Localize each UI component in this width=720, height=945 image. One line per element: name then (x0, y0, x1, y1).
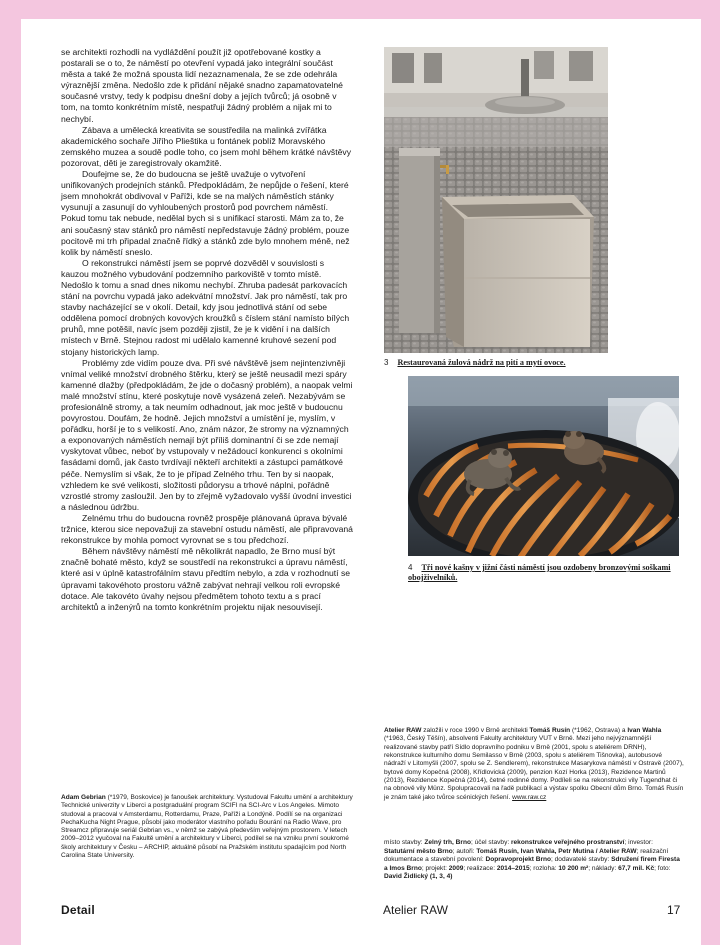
credit-label: ; rozloha: (529, 864, 559, 872)
credit-value: Dopravoprojekt Brno (485, 856, 552, 864)
project-credits (384, 839, 684, 882)
caption-number: 3 (384, 358, 389, 367)
credit-label: ; realizační dokumentace a stavební povolení: (384, 847, 669, 864)
photo-bronze-frogs (408, 376, 679, 556)
credit-value: rekonstrukce veřejného prostranství (510, 839, 625, 846)
paragraph: Zábava a umělecká kreativita se soustředila na malinká zvířátka akademického sochaře Jiřího Plieštika u fontánek poblíž Moravského zemského muzea a soudě podle toho, co jsem mohl během krátké návštěvy pozorovat, děti je zaregistrovaly okamžitě. (61, 124, 352, 168)
photo-caption-3 (384, 358, 624, 368)
credit-value: Zelný trh, Brno (424, 839, 471, 846)
photo-granite-basin (384, 47, 608, 353)
architect-name: Tomáš Rusín (529, 727, 571, 734)
credit-label: ; autoři: (452, 847, 477, 855)
paragraph: Během návštěvy náměstí mě několikrát napadlo, že Brno musí být značně bohaté město, když se soustředí na rekonstrukci a úpravu náměstí, které asi v úplně katastrofálním stavu předtím nebylo, a zda v rozhodnutí se úpravami takovéhoto prostoru vážně zabývat nehrají velkou roli evropské dotace. Ale takovéto úvahy nejsou předmětem tohoto textu a s prací architektů a inženýrů na tomto konkrétním projektu nijak nesouvisejí. (61, 546, 351, 612)
paragraph: Zelnému trhu do budoucna rovněž prospěje plánovaná úprava bývalé tržnice, kterou sice nepovažuji za stavební ostudu náměstí, ale připravovaná rekonstrukce by mohla pomoct vyrovnat se s tou předchozí. (61, 512, 353, 546)
credit-value: Sdružení firem Firesta a Imos Brno (384, 856, 680, 872)
atelier-bio-text: (*1963, Český Těšín), absolventi Fakulty architektury VUT v Brně. Mezi jeho nejvýznamnější realizované stavby patří Sídlo dopravního podniku v Brně (2001, spolu s ateliérem DRNH), rekonstrukce kulturního domu Semilasso v Brně (2003, spolu s ateliérem Tišnovka), autobusové nádraží v Litomyšli (2007, spolu se Z. Sendlerem), rekonstrukce Masarykova náměstí v Ostravě (2007), bytové domy Kopečná (2008), Křídlovická (2009), penzion Kozí Horka (2013), Rezidence Martinů (2013), Rezidence Kopečná (2014), četné rodinné domy. Podíleli se na rekonstrukci vily Tugendhat či na obnově vily Münz. Spolupracovali na řadě publikací a výstav spolku Obecní dům Brno. Tomáš Rusín je znám také jako tvůrce scénických řešení. (384, 735, 684, 801)
atelier-bio-text: (*1962, Ostrava) a (570, 727, 628, 734)
credit-label: ; projekt: (421, 864, 449, 872)
credit-value: 2009 (448, 864, 464, 872)
credit-label: ; investor: (624, 839, 653, 846)
atelier-name: Atelier RAW (384, 727, 422, 734)
credit-value: 67,7 mil. Kč (618, 864, 655, 872)
credit-label: ; náklady: (588, 864, 619, 872)
credit-label: ; foto: (654, 864, 671, 872)
author-name: Adam Gebrian (61, 794, 106, 801)
author-bio (61, 794, 354, 860)
photo-caption-4 (408, 563, 679, 583)
paragraph: O rekonstrukci náměstí jsem se poprvé dozvěděl v souvislosti s kauzou možného vybudování podzemního parkoviště v tomto místě. Nedošlo k tomu a snad dnes nikomu nechybí. Zhruba padesát parkovacích stání na povrchu vypadá jako adekvátní množství. Jak pro náměstí, tak pro stavby nacházející se v okolí. Detail, kdy jsou jednotlivá stání od sebe oddělena pomocí drobných kovových kroužků s číslem stání namísto bílých pruhů, mne potěšil, navíc jsem později zjistil, že je k vidění i na dalších místech v Brně. Stejnou radost mi udělalo kamenné kruhové sezení pod stojany historických lamp. (61, 257, 350, 357)
paragraph: se architekti rozhodli na vydláždění použít již opotřebované kostky a postarali se o to, že náměstí po otevření vypadá jako integrální součást města a také že možná spousta lidí nezaznamenala, že se zde odehrála výraznější změna. Nedošlo zde k přidání nějaké snadno zapamatovatelné současné vrstvy, tedy k podpisu dnešní doby a jejích tvůrců; já osobně v tom, na tomto konkrétním místě, nespatřuji žádný problém a nijak mi to nechybí. (61, 47, 343, 124)
credit-value: Tomáš Rusín, Ivan Wahla, Petr Mutina / Atelier RAW (476, 847, 637, 855)
page-number: 17 (667, 903, 681, 917)
article-body (61, 47, 354, 613)
caption-text: Tři nové kašny v jižní části náměstí jsou ozdobeny bronzovými soškami obojživelníků. (408, 563, 671, 582)
paragraph: Doufejme se, že do budoucna se ještě uvažuje o vytvoření unifikovaných prodejních stánků. Předpokládám, že nepůjde o řešení, které jsem mnohokrát obdivoval v Paříži, kde se na malých náměstích stánky vysunují a zasunují do vyhloubených prostorů pod povrchem náměstí. Pokud tomu tak nebude, nedělal bych si s unifikací starosti. Mám za to, že ani současný stav stánků pro náměstí nepředstavuje žádný problém, pouze pocitově mi trh připadal značně řídký a stánků zde bylo mnohem méně, než kolik by náměstí sneslo. (61, 169, 350, 257)
footer-article-title: Atelier RAW (383, 903, 448, 917)
magazine-page (21, 19, 701, 945)
credit-value: 10 200 m² (558, 864, 589, 872)
author-bio-text: (*1979, Boskovice) je fanoušek architektury. Vystudoval Fakultu umění a architektury Technické univerzity v Liberci a postgraduální program SCIFI na SCI-Arc v Los Angeles. Mimoto studoval a pracoval v Amsterdamu, Rotterdamu, Praze, Paříži a Londýně. Podílí se na organizaci PechaKucha Night Prague, působí jako moderátor vlastního pořadu Bourání na Radio Wave, pro Streamcz připravuje seriál Gebrian vs., v němž se zabývá především veřejným prostorem. V letech 2009–2012 vyučoval na Fakultě umění a architektury v Liberci, podílel se na vzniku první soukromé školy architektury v Česku – ARCHIP, aktuálně působí na Pražském institutu spadajícím pod North Carolina State University. (61, 794, 353, 860)
atelier-bio (384, 727, 684, 802)
credit-label: ; realizace: (463, 864, 497, 872)
credit-label: ; účel stavby: (470, 839, 511, 846)
caption-number: 4 (408, 563, 413, 572)
footer-section-name: Detail (61, 903, 95, 917)
credit-value: Statutární město Brno (384, 847, 453, 855)
architect-name: Ivan Wahla (627, 727, 662, 734)
credit-label: místo stavby: (384, 839, 425, 846)
paragraph: Problémy zde vidím pouze dva. Při své návštěvě jsem nejintenzivněji vnímal veliké množství drobného štěrku, který se ještě neusadil mezi spáry kamenné dlažby (předpokládám, že jde o dočasný problém), a naopak velmi malé množství stínu, které poskytuje nově vysázená zeleň. Nezabývám se profesionálně stromy, a tak neumím odhadnout, jak moc ještě v budoucnu povyrostou. Doufám, že hodně. Jejich množství a umístění je, myslím, v pořádku, horší je to s velikostí. Ano, znám názor, že stromy na významných a exponovaných náměstích nemají být příliš dominantní či se zde nemají vyskytovat vůbec, neboť by vstupovaly v nežádoucí konkurenci s okolními fasádami domů, jak často tvrdívají někteří architekti a zástupci památkové péče. Nemyslím si však, že to je případ Zelného trhu. Ten by si naopak, vzhledem ke své velikosti, složitosti půdorysu a trhové náplni, pořádně vzrostlé stromy zasloužil. Jen by to zřejmě vyžadovalo vyšší úvodní investici a následnou údržbu. (61, 357, 353, 512)
credit-label: ; dodavatelé stavby: (551, 856, 612, 864)
credit-value: 2014–2015 (496, 864, 530, 872)
website-link[interactable]: www.raw.cz (512, 793, 547, 801)
credit-value: David Židlický (1, 3, 4) (384, 873, 453, 881)
caption-text: Restaurovaná žulová nádrž na pití a mytí ovoce. (397, 358, 566, 367)
atelier-bio-text: založili v roce 1990 v Brně architekti (421, 727, 530, 734)
